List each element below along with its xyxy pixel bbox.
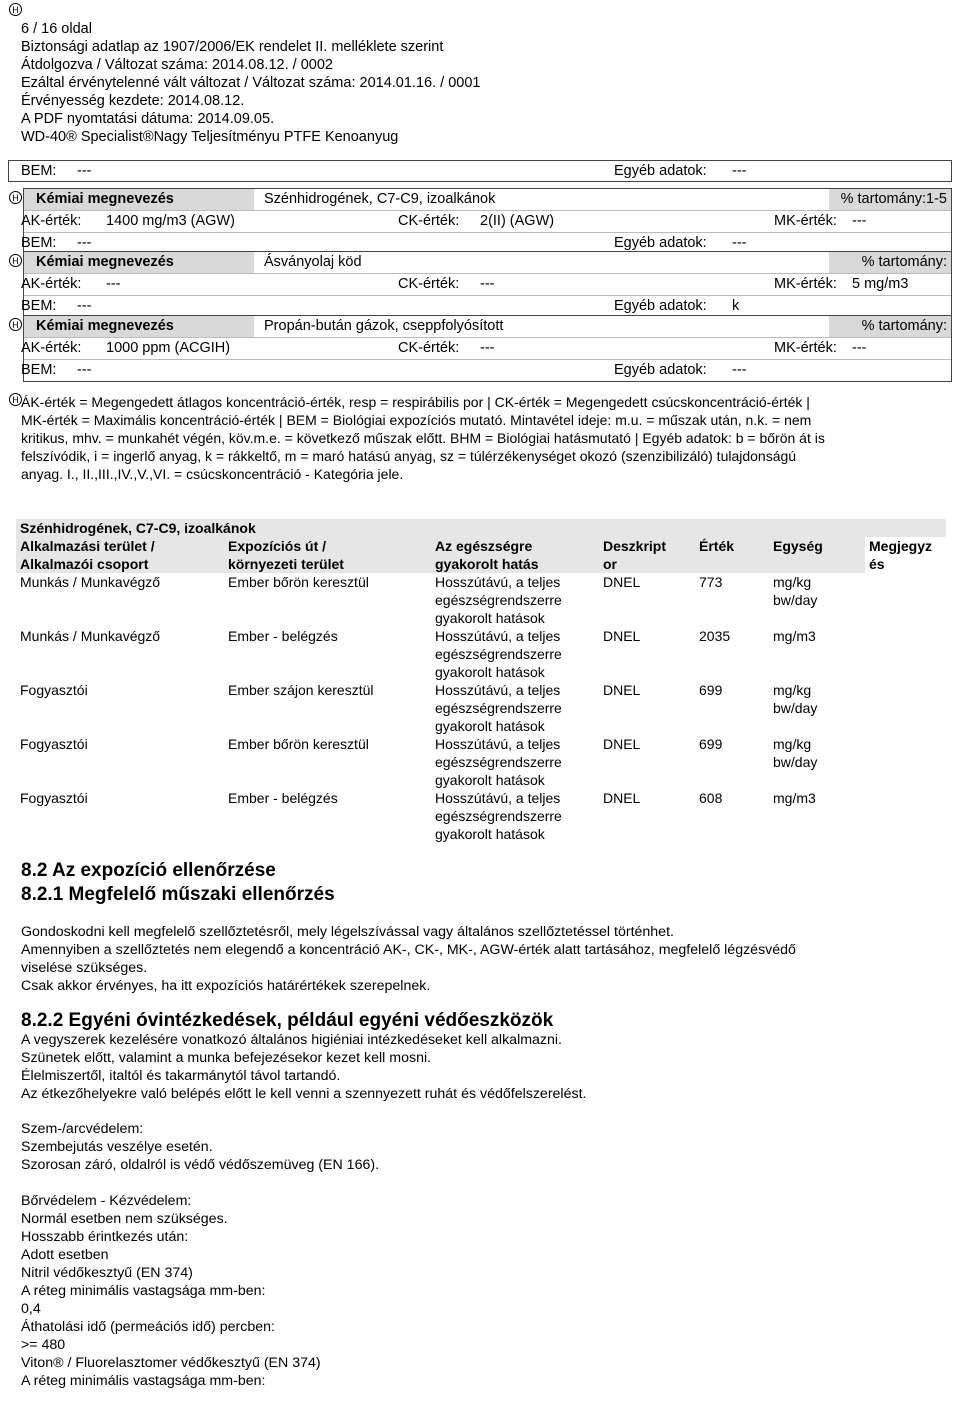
- note-cell: [865, 735, 946, 789]
- region-h-icon: H: [9, 3, 22, 16]
- bem-value: ---: [77, 163, 92, 179]
- effect-cell: Hosszútávú, a teljes egészségrendszerre gyakorolt hatások: [435, 628, 562, 680]
- skin-protection-text: [21, 1192, 941, 1390]
- text-line: Csak akkor érvényes, ha itt expozíciós határértékek szerepelnek.: [21, 978, 431, 994]
- text-line: Bőrvédelem - Kézvédelem:: [21, 1193, 192, 1209]
- unit-cell: mg/m3: [773, 628, 816, 644]
- other-data-label: Egyéb adatok:: [614, 362, 707, 378]
- effect-cell: Hosszútávú, a teljes egészségrendszerre gyakorolt hatások: [435, 790, 562, 842]
- regulation-line: Biztonsági adatlap az 1907/2006/EK rendelet II. melléklete szerint: [21, 39, 444, 55]
- table-row: [16, 627, 946, 681]
- text-line: Gondoskodni kell megfelelő szellőztetésről, mely légelszívással vagy általános szellőztetéssel történhet.: [21, 924, 674, 940]
- mk-value: ---: [852, 213, 867, 229]
- region-h-icon: H: [9, 318, 22, 331]
- legend-line: ÁK-érték = Megengedett átlagos koncentráció-érték, resp = respirábilis por | CK-érték = Megengedett csúcskoncentráció-érték |: [21, 394, 810, 410]
- chemical-name: Szénhidrogének, C7-C9, izoalkánok: [264, 191, 496, 207]
- bem-row-top: [8, 160, 952, 182]
- ak-value: 1000 ppm (ACGIH): [106, 340, 231, 356]
- mk-value: ---: [852, 340, 867, 356]
- text-line: Viton® / Fluorelasztomer védőkesztyű (EN 374): [21, 1355, 321, 1371]
- text-line: >= 480: [21, 1337, 66, 1353]
- abbreviation-legend: [21, 393, 941, 483]
- text-line: 0,4: [21, 1301, 41, 1317]
- ck-value: ---: [480, 340, 495, 356]
- percent-range: % tartomány:: [861, 318, 947, 334]
- engineering-controls-text: [21, 923, 941, 995]
- value-cell: 2035: [699, 628, 731, 644]
- descriptor-cell: DNEL: [603, 736, 641, 752]
- note-cell: [865, 789, 946, 843]
- value-cell: 773: [699, 574, 723, 590]
- page-number: 6 / 16 oldal: [21, 21, 92, 37]
- legend-line: kritikus, mhv. = munkahét végén, köv.m.e. = következő műszak előtt. BHM = Biológiai hatásmutató | Egyéb adatok: b = bőrön át is: [21, 430, 825, 446]
- legend-line: felszívódik, i = ingerlő anyag, k = rákkeltő, m = maró hatású anyag, sz = túlérzékenységet okozó (szenzibilizáló) tulajdonságú: [21, 448, 797, 464]
- region-h-icon: H: [9, 254, 22, 267]
- bem-label: BEM:: [21, 362, 57, 378]
- substance-name-row: [24, 252, 951, 274]
- text-line: A réteg minimális vastagsága mm-ben:: [21, 1283, 266, 1299]
- effect-cell: Hosszútávú, a teljes egészségrendszerre gyakorolt hatások: [435, 682, 562, 734]
- ak-value: 1400 mg/m3 (AGW): [106, 213, 235, 229]
- ck-value: ---: [480, 276, 495, 292]
- substance-block: [23, 188, 952, 255]
- note-cell: [865, 627, 946, 681]
- text-line: Szorosan záró, oldalról is védő védőszemüveg (EN 166).: [21, 1157, 380, 1173]
- mk-label: MK-érték:: [774, 340, 837, 356]
- table-row: [16, 681, 946, 735]
- descriptor-cell: DNEL: [603, 628, 641, 644]
- text-line: Nitril védőkesztyű (EN 374): [21, 1265, 193, 1281]
- other-data-value: ---: [732, 362, 747, 378]
- text-line: Adott esetben: [21, 1247, 109, 1263]
- value-cell: 699: [699, 682, 723, 698]
- unit-cell: mg/m3: [773, 790, 816, 806]
- chemical-name-label: Kémiai megnevezés: [36, 254, 174, 270]
- dnel-table-title: Szénhidrogének, C7-C9, izoalkánok: [16, 519, 946, 537]
- chemical-name-label: Kémiai megnevezés: [36, 318, 174, 334]
- text-line: A vegyszerek kezelésére vonatkozó általános higiéniai intézkedéseket kell alkalmazni.: [21, 1032, 563, 1048]
- section-8-2-1-heading: 8.2.1 Megfelelő műszaki ellenőrzés: [21, 884, 335, 905]
- revision-line: Átdolgozva / Változat száma: 2014.08.12. / 0002: [21, 57, 333, 73]
- ck-label: CK-érték:: [398, 276, 460, 292]
- other-data-label: Egyéb adatok:: [614, 298, 707, 314]
- eye-protection-text: [21, 1120, 941, 1174]
- descriptor-cell: DNEL: [603, 574, 641, 590]
- ak-label: AK-érték:: [21, 340, 82, 356]
- region-h-icon: H: [9, 191, 22, 204]
- header-cell: Alkalmazási terület / Alkalmazói csoport: [16, 537, 224, 573]
- bem-label: BEM:: [21, 298, 57, 314]
- note-cell: [865, 573, 946, 627]
- product-name: WD-40® Specialist®Nagy Teljesítményu PTFE Kenoanyug: [21, 129, 399, 145]
- other-data-value: ---: [732, 235, 747, 251]
- header-cell: Egység: [769, 537, 865, 573]
- limit-values-row: [21, 274, 951, 296]
- ck-value: 2(II) (AGW): [480, 213, 555, 229]
- effect-cell: Hosszútávú, a teljes egészségrendszerre gyakorolt hatások: [435, 574, 562, 626]
- other-data-value: k: [732, 298, 740, 314]
- section-8-2-2-heading: 8.2.2 Egyéni óvintézkedések, például egyéni védőeszközök: [21, 1010, 554, 1031]
- text-line: Szem-/arcvédelem:: [21, 1121, 144, 1137]
- text-line: A réteg minimális vastagsága mm-ben:: [21, 1373, 266, 1389]
- route-cell: Ember bőrön keresztül: [228, 574, 369, 590]
- ak-value: ---: [106, 276, 121, 292]
- route-cell: Ember - belégzés: [228, 628, 338, 644]
- area-cell: Fogyasztói: [20, 790, 88, 806]
- substance-name-row: [24, 189, 951, 211]
- text-line: viselése szükséges.: [21, 960, 148, 976]
- effect-cell: Hosszútávú, a teljes egészségrendszerre gyakorolt hatások: [435, 736, 562, 788]
- chemical-name: Propán-bután gázok, cseppfolyósított: [264, 318, 504, 334]
- note-cell: [865, 681, 946, 735]
- print-date-line: A PDF nyomtatási dátuma: 2014.09.05.: [21, 111, 275, 127]
- unit-cell: mg/kg bw/day: [773, 682, 818, 716]
- region-h-icon: H: [9, 393, 22, 406]
- substance-name-row: [24, 316, 951, 338]
- ck-label: CK-érték:: [398, 340, 460, 356]
- area-cell: Fogyasztói: [20, 736, 88, 752]
- ak-label: AK-érték:: [21, 213, 82, 229]
- table-row: [16, 573, 946, 627]
- limit-values-row: [21, 338, 951, 360]
- value-cell: 608: [699, 790, 723, 806]
- substance-block: [23, 315, 952, 382]
- value-cell: 699: [699, 736, 723, 752]
- text-line: Hosszabb érintkezés után:: [21, 1229, 189, 1245]
- area-cell: Munkás / Munkavégző: [20, 628, 161, 644]
- legend-line: MK-érték = Maximális koncentráció-érték | BEM = Biológiai expozíciós mutató. Mintavétel ideje: m.u. = műszak után, n.k. = nem: [21, 412, 812, 428]
- bem-row: [21, 360, 951, 381]
- bem-value: ---: [77, 298, 92, 314]
- text-line: Áthatolási idő (permeációs idő) percben:: [21, 1319, 275, 1335]
- ck-label: CK-érték:: [398, 213, 460, 229]
- text-line: Az étkezőhelyekre való belépés előtt le kell venni a szennyezett ruhát és védőfelszerelést.: [21, 1086, 587, 1102]
- substance-block: [23, 251, 952, 318]
- route-cell: Ember - belégzés: [228, 790, 338, 806]
- document-header: [21, 20, 480, 146]
- descriptor-cell: DNEL: [603, 790, 641, 806]
- chemical-name-label: Kémiai megnevezés: [36, 191, 174, 207]
- other-data-label: Egyéb adatok:: [614, 163, 707, 179]
- header-cell: Expozíciós út / környezeti terület: [224, 537, 431, 573]
- limit-values-row: [21, 211, 951, 233]
- text-line: Szünetek előtt, valamint a munka befejezésekor kezet kell mosni.: [21, 1050, 432, 1066]
- table-row: [16, 789, 946, 843]
- header-cell: Deszkript or: [599, 537, 695, 573]
- area-cell: Munkás / Munkavégző: [20, 574, 161, 590]
- bem-value: ---: [77, 235, 92, 251]
- unit-cell: mg/kg bw/day: [773, 736, 818, 770]
- percent-range: % tartomány:: [861, 254, 947, 270]
- percent-range: % tartomány:1-5: [840, 191, 947, 207]
- hygiene-measures-text: [21, 1031, 941, 1103]
- bem-label: BEM:: [21, 163, 57, 179]
- unit-cell: mg/kg bw/day: [773, 574, 818, 608]
- bem-value: ---: [77, 362, 92, 378]
- descriptor-cell: DNEL: [603, 682, 641, 698]
- dnel-table: [16, 519, 946, 843]
- other-data-value: ---: [732, 163, 747, 179]
- header-cell: Érték: [695, 537, 769, 573]
- mk-label: MK-érték:: [774, 213, 837, 229]
- mk-label: MK-érték:: [774, 276, 837, 292]
- text-line: Szembejutás veszélye esetén.: [21, 1139, 213, 1155]
- table-row: [16, 735, 946, 789]
- superseded-line: Ezáltal érvénytelenné vált változat / Változat száma: 2014.01.16. / 0001: [21, 75, 481, 91]
- bem-label: BEM:: [21, 235, 57, 251]
- text-line: Amennyiben a szellőztetés nem elegendő a koncentráció AK-, CK-, MK-, AGW-érték alatt tartásához, megfelelő légzésvédő: [21, 942, 796, 958]
- ak-label: AK-érték:: [21, 276, 82, 292]
- section-8-2-heading: 8.2 Az expozíció ellenőrzése: [21, 860, 276, 881]
- header-cell: Megjegyz és: [865, 537, 946, 573]
- legend-line: anyag. I., II.,III.,IV.,V.,VI. = csúcskoncentráció - Kategória jele.: [21, 466, 404, 482]
- mk-value: 5 mg/m3: [852, 276, 909, 292]
- route-cell: Ember szájon keresztül: [228, 682, 374, 698]
- header-cell: Az egészségre gyakorolt hatás: [431, 537, 599, 573]
- dnel-header-row: [16, 537, 946, 573]
- valid-from-line: Érvényesség kezdete: 2014.08.12.: [21, 93, 245, 109]
- chemical-name: Ásványolaj köd: [264, 254, 362, 270]
- bem-row: [21, 296, 951, 317]
- other-data-label: Egyéb adatok:: [614, 235, 707, 251]
- area-cell: Fogyasztói: [20, 682, 88, 698]
- text-line: Normál esetben nem szükséges.: [21, 1211, 228, 1227]
- route-cell: Ember bőrön keresztül: [228, 736, 369, 752]
- text-line: Élelmiszertől, italtól és takarmánytól távol tartandó.: [21, 1068, 341, 1084]
